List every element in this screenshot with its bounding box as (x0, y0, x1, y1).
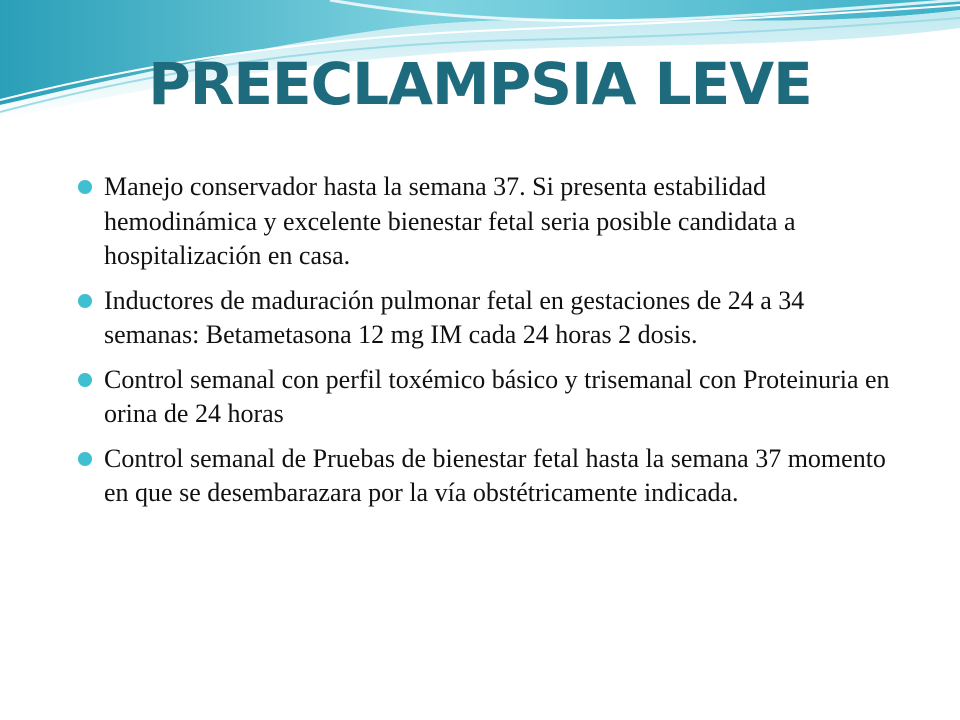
bullet-dot-icon (78, 180, 92, 194)
list-item (78, 284, 898, 353)
bullet-list (78, 170, 898, 521)
list-item (78, 363, 898, 432)
slide-title: PREECLAMPSIA LEVE (148, 50, 812, 118)
bullet-text: Manejo conservador hasta la semana 37. Si presenta estabilidad hemodinámica y excelente bienestar fetal seria posible candidata a hospitalización en casa. (104, 172, 796, 270)
list-item (78, 442, 898, 511)
list-item (78, 170, 898, 274)
bullet-dot-icon (78, 452, 92, 466)
bullet-text: Control semanal con perfil toxémico básico y trisemanal con Proteinuria en orina de 24 horas (104, 364, 890, 428)
bullet-dot-icon (78, 294, 92, 308)
bullet-dot-icon (78, 373, 92, 387)
bullet-text: Inductores de maduración pulmonar fetal en gestaciones de 24 a 34 semanas: Betametasona 12 mg IM cada 24 horas 2 dosis. (104, 285, 805, 349)
bullet-text: Control semanal de Pruebas de bienestar fetal hasta la semana 37 momento en que se desembarazara por la vía obstétricamente indicada. (104, 443, 886, 507)
